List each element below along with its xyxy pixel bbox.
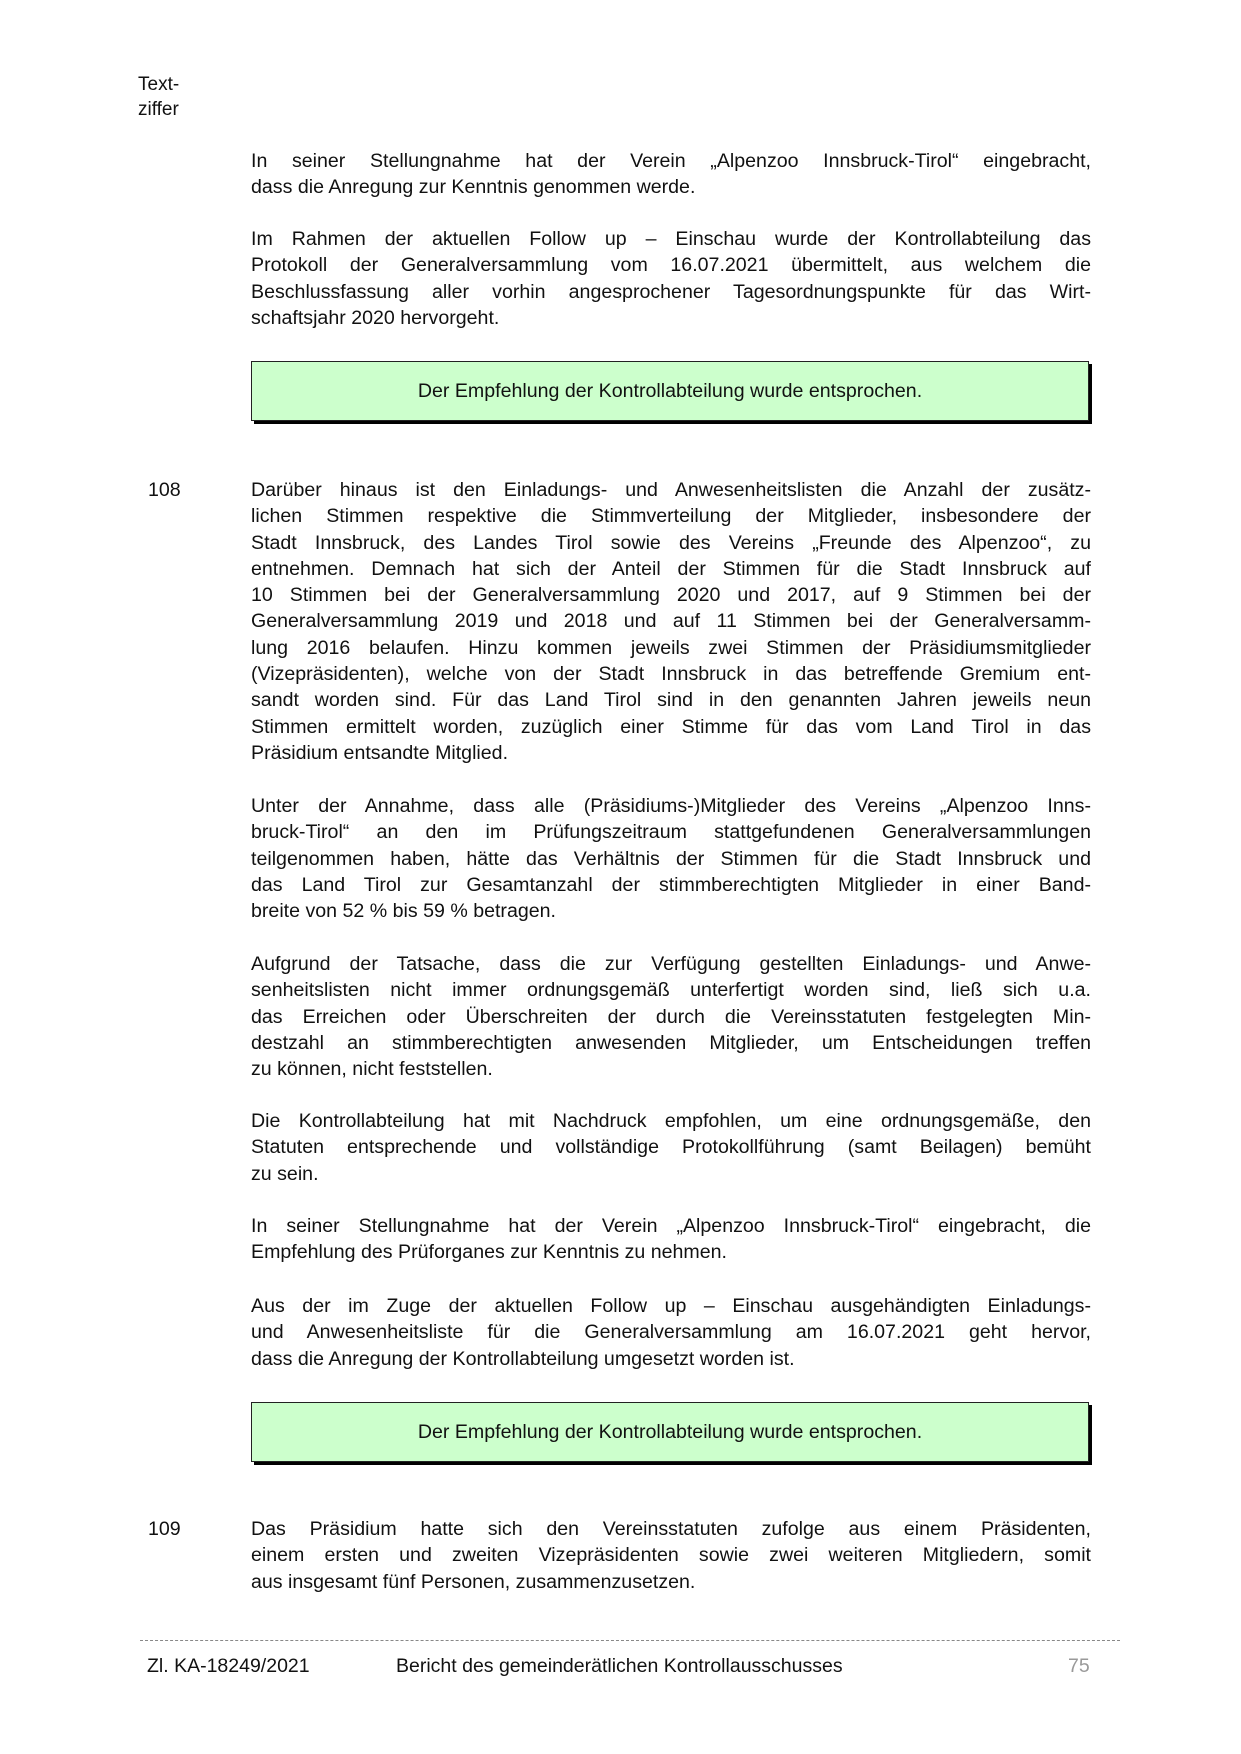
paragraph — [251, 1213, 1091, 1266]
paragraph — [251, 1293, 1091, 1372]
text-line: Die Kontrollabteilung hat mit Nachdruck empfohlen, um eine ordnungsgemäße, den — [251, 1110, 1091, 1132]
text-line: zu können, nicht feststellen. — [251, 1058, 493, 1081]
text-line: aus insgesamt fünf Personen, zusammenzusetzen. — [251, 1570, 696, 1593]
paragraph — [251, 477, 1091, 766]
text-line: Darüber hinaus ist den Einladungs- und Anwesenheitslisten die Anzahl der zusätz- — [251, 479, 1091, 501]
text-line: (Vizepräsidenten), welche von der Stadt Innsbruck in das betreffende Gremium ent- — [251, 663, 1091, 686]
paragraph — [251, 1108, 1091, 1187]
text-line: Im Rahmen der aktuellen Follow up – Einschau wurde der Kontrollabteilung das — [251, 228, 1091, 250]
text-line: lichen Stimmen respektive die Stimmverteilung der Mitglieder, insbesondere der — [251, 505, 1091, 528]
paragraph — [251, 951, 1091, 1082]
text-line: bruck-Tirol“ an den im Prüfungszeitraum stattgefundenen Generalversammlungen — [251, 821, 1091, 844]
text-line: einem ersten und zweiten Vizepräsidenten sowie zwei weiteren Mitgliedern, somit — [251, 1544, 1091, 1567]
result-box: Der Empfehlung der Kontrollabteilung wurde entsprochen. — [251, 1402, 1089, 1462]
text-line: destzahl an stimmberechtigten anwesenden Mitglieder, um Entscheidungen treffen — [251, 1031, 1091, 1054]
paragraph — [251, 226, 1091, 331]
paragraph — [251, 148, 1091, 201]
text-line: breite von 52 % bis 59 % betragen. — [251, 900, 556, 923]
text-line: Generalversammlung 2019 und 2018 und auf 11 Stimmen bei der Generalversamm- — [251, 610, 1091, 633]
text-line: Stadt Innsbruck, des Landes Tirol sowie des Vereins „Freunde des Alpenzoo“, zu — [251, 531, 1091, 554]
page-number: 75 — [1068, 1655, 1090, 1677]
text-line: das Land Tirol zur Gesamtanzahl der stimmberechtigten Mitglieder in einer Band- — [251, 873, 1091, 896]
text-line: Stimmen ermittelt worden, zuzüglich einer Stimme für das vom Land Tirol in das — [251, 715, 1091, 738]
margin-label-line: Text- — [138, 74, 180, 95]
text-line: Aufgrund der Tatsache, dass die zur Verfügung gestellten Einladungs- und Anwe- — [251, 953, 1091, 975]
text-line: entnehmen. Demnach hat sich der Anteil der Stimmen für die Stadt Innsbruck auf — [251, 557, 1091, 580]
text-line: Aus der im Zuge der aktuellen Follow up – Einschau ausgehändigten Einladungs- — [251, 1295, 1091, 1317]
text-line: senheitslisten nicht immer ordnungsgemäß unterfertigt worden sind, ließ sich u.a. — [251, 979, 1091, 1002]
text-line: sandt worden sind. Für das Land Tirol sind in den genannten Jahren jeweils neun — [251, 689, 1091, 712]
text-line: Präsidium entsandte Mitglied. — [251, 741, 509, 764]
paragraph — [251, 1516, 1091, 1595]
text-line: Empfehlung des Prüforganes zur Kenntnis zu nehmen. — [251, 1241, 727, 1264]
textziffer-number: 109 — [148, 1518, 181, 1540]
text-line: In seiner Stellungnahme hat der Verein „Alpenzoo Innsbruck-Tirol“ eingebracht, die — [251, 1215, 1091, 1237]
text-line: Das Präsidium hatte sich den Vereinsstatuten zufolge aus einem Präsidenten, — [251, 1518, 1091, 1540]
text-line: Statuten entsprechende und vollständige Protokollführung (samt Beilagen) bemüht — [251, 1136, 1091, 1159]
text-line: 10 Stimmen bei der Generalversammlung 2020 und 2017, auf 9 Stimmen bei der — [251, 584, 1091, 607]
text-line: Unter der Annahme, dass alle (Präsidiums-)Mitglieder des Vereins „Alpenzoo Inns- — [251, 795, 1091, 817]
text-line: dass die Anregung zur Kenntnis genommen werde. — [251, 176, 696, 199]
footer-title: Bericht des gemeinderätlichen Kontrollausschusses — [396, 1655, 843, 1677]
result-box: Der Empfehlung der Kontrollabteilung wurde entsprochen. — [251, 361, 1089, 421]
text-line: zu sein. — [251, 1162, 319, 1185]
textziffer-label — [138, 72, 179, 122]
text-line: und Anwesenheitsliste für die Generalversammlung am 16.07.2021 geht hervor, — [251, 1321, 1091, 1344]
text-line: In seiner Stellungnahme hat der Verein „Alpenzoo Innsbruck-Tirol“ eingebracht, — [251, 150, 1091, 172]
text-line: teilgenommen haben, hätte das Verhältnis der Stimmen für die Stadt Innsbruck und — [251, 847, 1091, 870]
footer-reference: Zl. KA-18249/2021 — [147, 1655, 310, 1677]
text-line: Beschlussfassung aller vorhin angesprochener Tagesordnungspunkte für das Wirt- — [251, 280, 1091, 303]
text-line: Protokoll der Generalversammlung vom 16.07.2021 übermittelt, aus welchem die — [251, 254, 1091, 277]
paragraph — [251, 793, 1091, 924]
text-line: lung 2016 belaufen. Hinzu kommen jeweils zwei Stimmen der Präsidiumsmitglieder — [251, 636, 1091, 659]
margin-label-line: ziffer — [138, 99, 179, 120]
text-line: das Erreichen oder Überschreiten der durch die Vereinsstatuten festgelegten Min- — [251, 1005, 1091, 1028]
footer-divider — [140, 1640, 1120, 1641]
text-line: dass die Anregung der Kontrollabteilung umgesetzt worden ist. — [251, 1347, 795, 1370]
textziffer-number: 108 — [148, 479, 181, 501]
text-line: schaftsjahr 2020 hervorgeht. — [251, 306, 500, 329]
